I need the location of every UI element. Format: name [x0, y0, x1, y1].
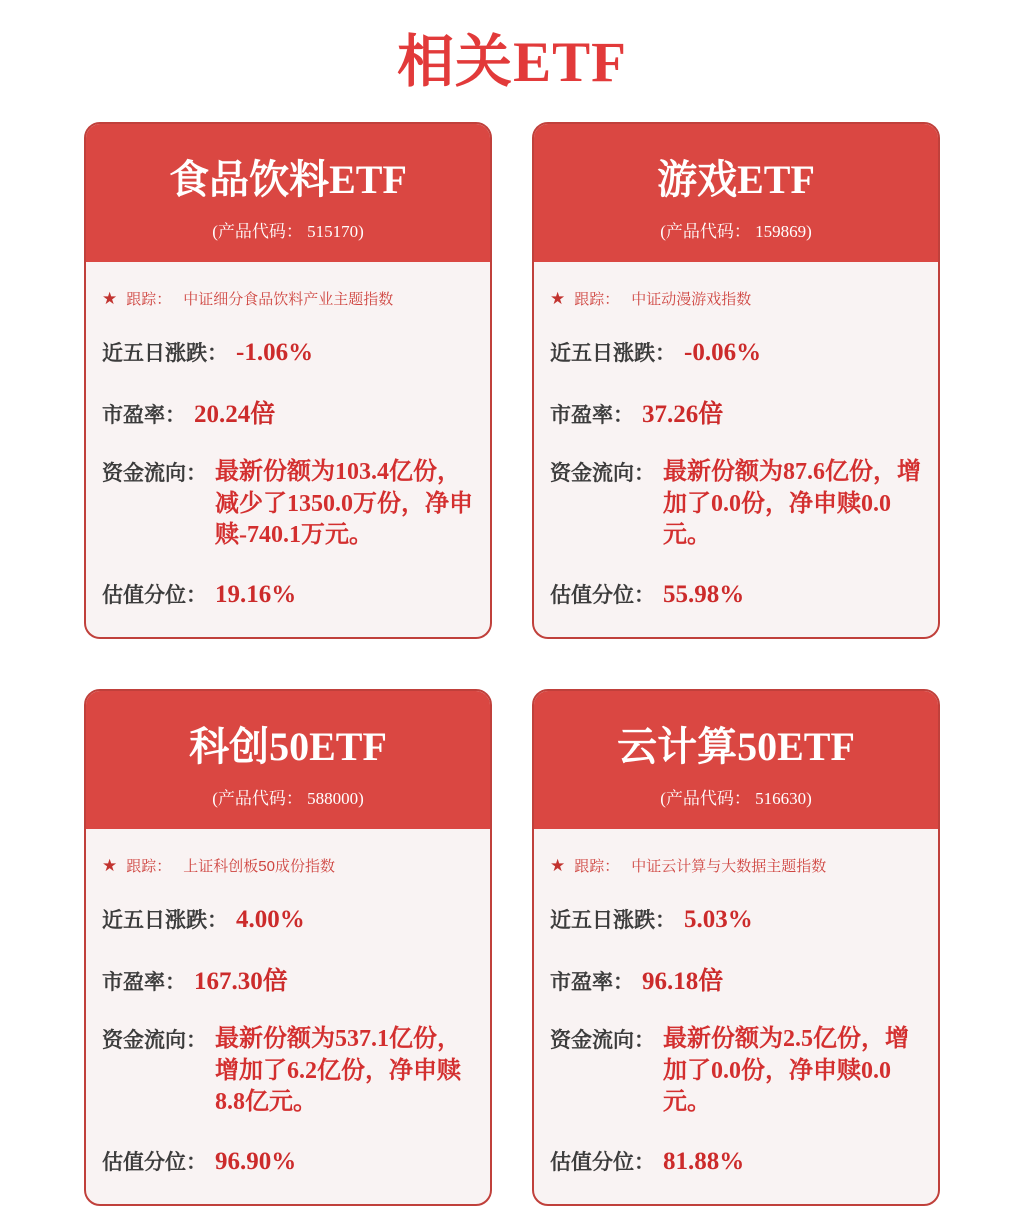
card-header — [86, 691, 490, 829]
valuation-value: 55.98% — [663, 581, 745, 609]
product-code: (产品代码： 159869) — [660, 222, 812, 241]
change-label: 近五日涨跌： — [550, 342, 676, 365]
pe-value: 96.18倍 — [642, 968, 724, 996]
flow-row — [102, 1024, 474, 1119]
pe-label: 市盈率： — [102, 971, 186, 995]
etf-name — [544, 148, 928, 205]
page-title-en: ETF — [513, 31, 627, 94]
pe-label: 市盈率： — [550, 404, 634, 427]
card-body — [86, 262, 490, 637]
track-index: 中证细分食品饮料产业主题指数 — [183, 291, 394, 308]
valuation-value: 81.88% — [663, 1148, 745, 1176]
card-body — [534, 262, 938, 637]
pe-row — [550, 394, 922, 430]
card-body — [86, 829, 490, 1204]
card-header — [86, 124, 490, 262]
track-row — [550, 288, 922, 309]
etf-card-game — [532, 122, 940, 639]
change-label: 近五日涨跌： — [102, 909, 228, 933]
etf-name-suffix: 50ETF — [269, 724, 387, 770]
card-header — [534, 691, 938, 829]
valuation-label: 估值分位： — [102, 1151, 207, 1175]
etf-name — [96, 148, 480, 205]
track-index: 上证科创板50成份指数 — [183, 858, 335, 876]
pe-label: 市盈率： — [550, 971, 634, 995]
flow-label: 资金流向： — [550, 1029, 655, 1053]
star-icon: ★ — [550, 289, 566, 308]
track-row — [102, 288, 474, 309]
change-row — [102, 904, 474, 934]
card-body — [534, 829, 938, 1204]
etf-name — [544, 715, 928, 772]
flow-value: 最新份额为103.4亿份，减少了1350.0万份，净申赎-740.1万元。 — [215, 459, 473, 549]
star-icon: ★ — [550, 856, 566, 876]
flow-row — [550, 1024, 922, 1119]
pe-row — [102, 961, 474, 997]
etf-card-cloud50 — [532, 689, 940, 1206]
track-label: 跟踪： — [126, 291, 172, 308]
product-code: (产品代码： 516630) — [660, 789, 812, 809]
change-label: 近五日涨跌： — [102, 342, 228, 365]
valuation-label: 估值分位： — [550, 584, 655, 608]
track-index: 中证云计算与大数据主题指数 — [631, 858, 827, 876]
change-row — [102, 337, 474, 367]
track-label: 跟踪： — [126, 858, 172, 876]
etf-card-food-beverage — [84, 122, 492, 639]
card-header — [534, 124, 938, 262]
change-value: -1.06% — [236, 339, 314, 366]
change-value: -0.06% — [684, 339, 762, 366]
valuation-row — [102, 579, 474, 609]
valuation-value: 96.90% — [215, 1148, 297, 1176]
pe-row — [102, 394, 474, 430]
etf-name-cn: 科创 — [189, 725, 270, 770]
etf-cards-grid — [84, 122, 940, 1206]
flow-value: 最新份额为87.6亿份，增加了0.0份，净申赎0.0元。 — [663, 459, 921, 549]
star-icon: ★ — [102, 856, 118, 876]
flow-row — [550, 457, 922, 552]
etf-name — [96, 715, 480, 772]
flow-label: 资金流向： — [550, 462, 655, 485]
track-row — [102, 855, 474, 876]
change-value: 5.03% — [684, 906, 753, 934]
star-icon: ★ — [102, 289, 118, 308]
valuation-row — [550, 579, 922, 609]
etf-card-star50 — [84, 689, 492, 1206]
change-label: 近五日涨跌： — [550, 909, 676, 933]
valuation-value: 19.16% — [215, 581, 297, 609]
flow-value: 最新份额为2.5亿份，增加了0.0份，净申赎0.0元。 — [663, 1026, 909, 1116]
track-row — [550, 855, 922, 876]
pe-value: 37.26倍 — [642, 401, 724, 428]
track-label: 跟踪： — [574, 291, 620, 308]
etf-name-cn: 游戏 — [657, 158, 738, 202]
page-title — [0, 0, 1024, 122]
track-index: 中证动漫游戏指数 — [631, 291, 752, 308]
track-label: 跟踪： — [574, 858, 620, 876]
pe-value: 20.24倍 — [194, 401, 276, 428]
etf-name-suffix: ETF — [737, 157, 815, 202]
valuation-row — [102, 1146, 474, 1176]
flow-label: 资金流向： — [102, 462, 207, 485]
pe-row — [550, 961, 922, 997]
pe-label: 市盈率： — [102, 404, 186, 427]
flow-row — [102, 457, 474, 552]
flow-label: 资金流向： — [102, 1029, 207, 1053]
etf-name-suffix: ETF — [329, 157, 407, 202]
etf-name-cn: 食品饮料 — [169, 158, 330, 202]
valuation-label: 估值分位： — [550, 1151, 655, 1175]
product-code: (产品代码： 515170) — [212, 222, 364, 241]
valuation-label: 估值分位： — [102, 584, 207, 608]
change-row — [550, 904, 922, 934]
valuation-row — [550, 1146, 922, 1176]
page-title-cn: 相关 — [397, 30, 514, 94]
etf-name-suffix: 50ETF — [737, 724, 855, 770]
flow-value: 最新份额为537.1亿份，增加了6.2亿份，净申赎8.8亿元。 — [215, 1026, 461, 1116]
product-code: (产品代码： 588000) — [212, 789, 364, 809]
change-row — [550, 337, 922, 367]
change-value: 4.00% — [236, 906, 305, 934]
pe-value: 167.30倍 — [194, 968, 288, 996]
etf-name-cn: 云计算 — [617, 725, 738, 770]
